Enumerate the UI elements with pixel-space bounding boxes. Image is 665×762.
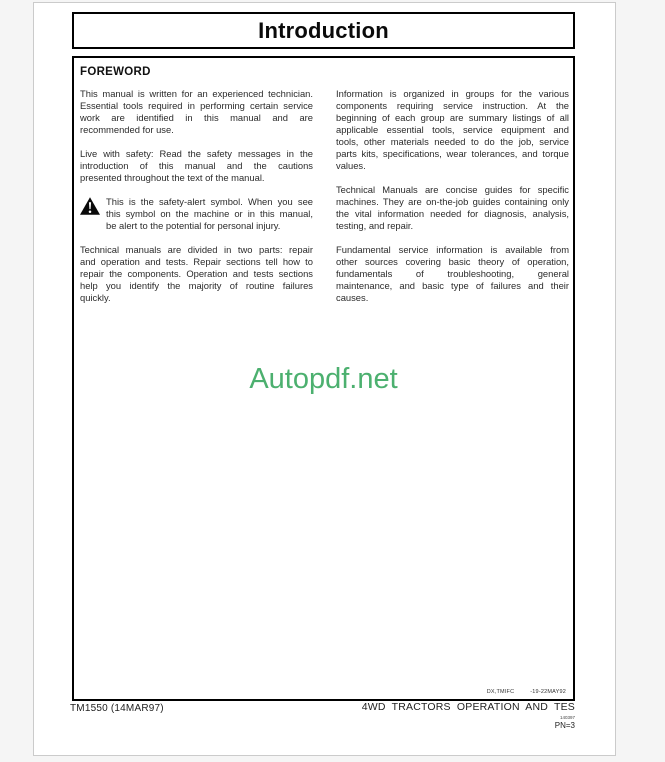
text-line: maintenance, and basic type of failures and their [336,280,569,291]
text-line: repair the components. Operation and tests sections [80,268,313,279]
text-line: help you identify the majority of routine failures [80,280,313,291]
text-line: the vital information needed for diagnosis, analysis, [336,208,569,219]
text-line: recommended for use. [80,124,174,135]
text-line: presented throughout the text of the manual. [80,172,265,183]
text-line: this symbol on the machine or in this manual, [106,208,313,219]
warning-triangle-icon [80,197,100,215]
page-number: PN=3 [554,721,575,730]
safety-alert-paragraph [80,196,313,232]
text-line: This manual is written for an experienced technician. [80,88,313,99]
text-line: testing, and repair. [336,220,414,231]
text-line: Live with safety: Read the safety messages in the [80,148,313,159]
paragraph [80,244,313,304]
text-line: machines. They are on-the-job guides containing only [336,196,569,207]
paragraph [336,184,569,232]
paragraph [80,88,313,136]
text-line: values. [336,160,366,171]
right-column [336,88,569,316]
text-line: and operation and tests. Repair sections tell how to [80,256,313,267]
text-line: be alert to the potential for personal injury. [106,220,281,231]
text-line: introduction of this manual and the cautions [80,160,313,171]
manual-title: 4WD TRACTORS OPERATION AND TES [361,701,575,713]
title-box [72,12,575,49]
doc-date: -19-22MAY92 [530,689,566,695]
text-line: Technical Manuals are concise guides for specific [336,184,569,195]
paragraph [336,244,569,304]
text-line: beginning of each group are summary listings of all [336,112,569,123]
text-line: components requiring service instruction. At the [336,100,569,111]
watermark: Autopdf.net [249,363,398,395]
print-code: 140397 [559,715,575,720]
manual-number: TM1550 (14MAR97) [70,703,164,714]
text-line: applicable essential tools, service equipment and [336,124,569,135]
paragraph [336,88,569,172]
text-line: parts kits, specifications, wear tolerances, and torque [336,148,569,159]
document-code-row [487,689,566,695]
text-line: tools, other materials needed to do the job, service [336,136,569,147]
content-box [72,56,575,701]
text-line: Essential tools required in performing certain service [80,100,313,111]
section-heading: FOREWORD [80,66,151,78]
text-line: other sources covering basic theory of operation, [336,256,569,267]
text-line: Information is organized in groups for the various [336,88,569,99]
text-line: quickly. [80,292,111,303]
text-line: Technical manuals are divided in two parts: repair [80,244,313,255]
left-column [80,88,313,316]
doc-code: DX,TMIFC [486,689,515,695]
text-line: Fundamental service information is available from [336,244,569,255]
document-page [33,2,616,756]
footer-right-block [362,702,575,730]
text-line: fundamentals of troubleshooting, general [336,268,569,279]
text-line: work are identified in this manual and are [80,112,313,123]
text-line: causes. [336,292,369,303]
paragraph [80,148,313,184]
page-title: Introduction [258,17,389,43]
text-line: This is the safety-alert symbol. When you see [106,196,313,207]
safety-alert-text [106,196,313,232]
